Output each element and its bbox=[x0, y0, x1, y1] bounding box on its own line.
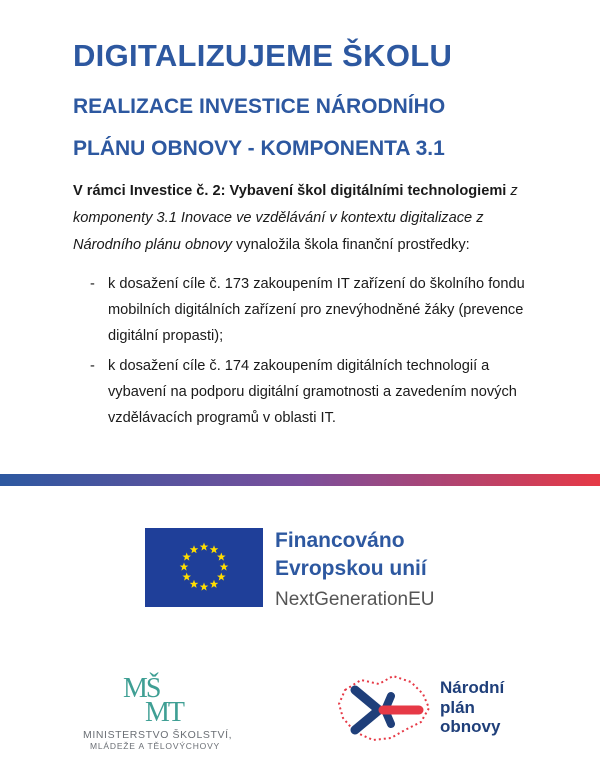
intro-bold: V rámci Investice č. 2: Vybavení škol digitálními technologiemi bbox=[73, 183, 507, 199]
bullet-dash: - bbox=[90, 276, 95, 292]
bullet-text: k dosažení cíle č. 174 zakoupením digitálních technologií a vybavení na podporu digitální gramotnosti a zavedením nových vzdělávacích programů v oblasti IT. bbox=[108, 358, 517, 426]
bullet-dash: - bbox=[90, 358, 95, 374]
intro-italic: z komponenty 3.1 Inovace ve vzdělávání v kontextu digitalizace z Národního plánu obnovy bbox=[73, 183, 518, 253]
subtitle-line-1: REALIZACE INVESTICE NÁRODNÍHO bbox=[73, 95, 446, 118]
bullet-list bbox=[90, 271, 530, 435]
msmt-logo-icon bbox=[121, 671, 193, 723]
intro-paragraph bbox=[73, 178, 543, 259]
eu-flag-icon bbox=[145, 528, 263, 607]
svg-text:MT: MT bbox=[145, 697, 183, 723]
ministry-name-line1: MINISTERSTVO ŠKOLSTVÍ, bbox=[83, 729, 233, 741]
page-title: DIGITALIZUJEME ŠKOLU bbox=[73, 38, 453, 73]
gradient-divider bbox=[0, 474, 600, 486]
npo-line3: obnovy bbox=[440, 717, 501, 736]
ministry-name-line2: MLÁDEŽE A TĚLOVÝCHOVY bbox=[90, 741, 221, 751]
svg-text:MŠ: MŠ bbox=[123, 673, 160, 704]
list-item bbox=[90, 271, 530, 349]
intro-plain: vynaložila škola finanční prostředky: bbox=[232, 237, 470, 253]
eu-funded-line2: Evropskou unií bbox=[275, 557, 427, 580]
npo-name bbox=[440, 678, 504, 737]
eu-stars-icon bbox=[145, 528, 263, 607]
npo-line1: Národní bbox=[440, 678, 505, 697]
bullet-text: k dosažení cíle č. 173 zakoupením IT zařízení do školního fondu mobilních digitálních zařízení pro znevýhodněné žáky (prevence digitální propasti); bbox=[108, 276, 525, 344]
eu-nextgen: NextGenerationEU bbox=[275, 589, 435, 610]
npo-line2: plán bbox=[440, 697, 475, 717]
eu-funded-line1: Financováno bbox=[275, 529, 405, 552]
subtitle-line-2: PLÁNU OBNOVY - KOMPONENTA 3.1 bbox=[73, 137, 445, 160]
list-item bbox=[90, 353, 530, 431]
npo-logo-icon bbox=[333, 668, 436, 748]
